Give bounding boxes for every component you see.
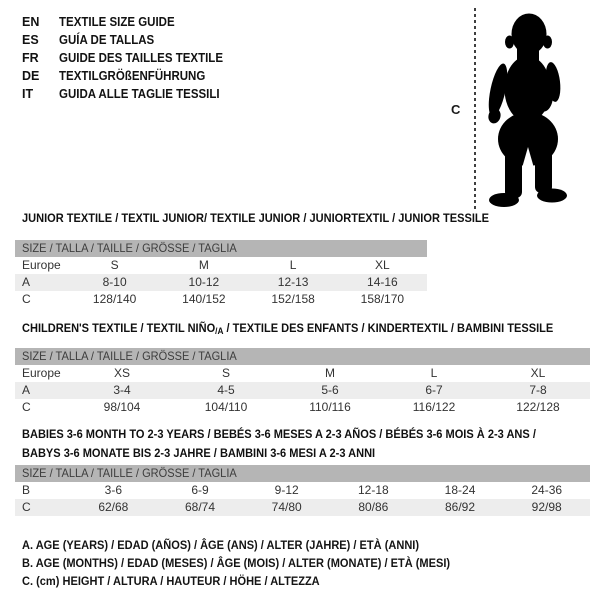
language-legend <box>22 13 237 103</box>
table-cell: 128/140 <box>92 292 137 306</box>
lang-code: ES <box>22 33 39 47</box>
table-cell: 152/158 <box>271 292 315 306</box>
lang-row-de <box>22 67 237 85</box>
table-cell: L <box>430 366 438 380</box>
size-header-bar <box>15 465 590 482</box>
lang-code: FR <box>22 51 39 65</box>
table-cell: 5-6 <box>321 383 339 397</box>
lang-title: GUÍA DE TALLAS <box>59 33 155 47</box>
table-cell: 116/122 <box>412 400 456 414</box>
footnote-b: B. AGE (MONTHS) / EDAD (MESES) / ÂGE (MOIS) / ALTER (MONATE) / ETÀ (MESI) <box>22 556 451 570</box>
junior-size-table <box>15 240 427 308</box>
junior-section-title-text: JUNIOR TEXTILE / TEXTIL JUNIOR/ TEXTILE JUNIOR / JUNIORTEXTIL / JUNIOR TESSILE <box>22 211 490 225</box>
row-label: A <box>22 275 31 289</box>
table-cell: 9-12 <box>274 483 299 497</box>
footnote-c: C. (cm) HEIGHT / ALTURA / HAUTEUR / HÖHE / ALTEZZA <box>22 574 320 588</box>
lang-title: TEXTILGRÖßENFÜHRUNG <box>59 69 206 83</box>
table-cell: L <box>289 258 297 272</box>
table-cell: 92/98 <box>531 500 562 514</box>
table-cell: XL <box>530 366 546 380</box>
lang-row-fr <box>22 49 237 67</box>
table-cell: 3-4 <box>113 383 131 397</box>
footnote-a: A. AGE (YEARS) / EDAD (AÑOS) / ÂGE (ANS) / ALTER (JAHRE) / ETÀ (ANNI) <box>22 538 420 552</box>
lang-row-it <box>22 85 237 103</box>
table-row <box>15 382 590 399</box>
table-row <box>15 257 427 274</box>
table-cell: 6-7 <box>425 383 443 397</box>
table-cell: 3-6 <box>104 483 122 497</box>
table-cell: 12-18 <box>358 483 389 497</box>
babies-title-line1: BABIES 3-6 MONTH TO 2-3 YEARS / BEBÉS 3-6 MESES A 2-3 AÑOS / BÉBÉS 3-6 MOIS À 2-3 ANS / <box>22 427 536 441</box>
table-cell: 4-5 <box>217 383 235 397</box>
table-cell: 104/110 <box>204 400 248 414</box>
footnotes <box>22 536 487 590</box>
table-cell: 62/68 <box>98 500 129 514</box>
table-cell: 18-24 <box>444 483 476 497</box>
table-cell: XL <box>375 258 390 272</box>
children-section-title <box>22 321 599 338</box>
table-cell: 6-9 <box>191 483 209 497</box>
size-header-label: SIZE / TALLA / TAILLE / GRÖSSE / TAGLIA <box>22 466 237 480</box>
size-header-label: SIZE / TALLA / TAILLE / GRÖSSE / TAGLIA <box>22 241 237 255</box>
babies-title-line2: BABYS 3-6 MONATE BIS 2-3 JAHRE / BAMBINI 3-6 MESI A 2-3 ANNI <box>22 446 376 460</box>
height-measure-dashed-line <box>474 8 476 209</box>
lang-row-es <box>22 31 237 49</box>
table-cell: 24-36 <box>531 483 563 497</box>
children-title-sub: /A <box>215 326 224 336</box>
table-cell: 12-13 <box>277 275 309 289</box>
table-cell: 74/80 <box>271 500 302 514</box>
babies-size-table <box>15 465 590 516</box>
lang-row-en <box>22 13 237 31</box>
table-row <box>15 499 590 516</box>
row-label: C <box>22 292 31 306</box>
lang-code: EN <box>22 15 40 29</box>
table-cell: 10-12 <box>188 275 220 289</box>
row-label: C <box>22 500 31 514</box>
lang-code: DE <box>22 69 40 83</box>
babies-section-title <box>22 425 581 463</box>
table-cell: 8-10 <box>102 275 127 289</box>
table-cell: S <box>221 366 230 380</box>
table-cell: 7-8 <box>529 383 547 397</box>
lang-title: TEXTILE SIZE GUIDE <box>59 15 175 29</box>
table-cell: 80/86 <box>358 500 389 514</box>
lang-code: IT <box>22 87 34 101</box>
children-size-table <box>15 348 590 416</box>
size-header-bar <box>15 240 427 257</box>
table-cell: 86/92 <box>445 500 476 514</box>
height-measure-label: C <box>451 102 461 117</box>
table-cell: 140/152 <box>182 292 226 306</box>
table-cell: 158/170 <box>360 292 405 306</box>
children-title-part1: CHILDREN'S TEXTILE / TEXTIL NIÑO <box>22 321 216 335</box>
table-cell: S <box>110 258 119 272</box>
junior-section-title <box>22 211 530 225</box>
lang-title: GUIDE DES TAILLES TEXTILE <box>59 51 224 65</box>
table-row <box>15 291 427 308</box>
row-label: Europe <box>22 366 61 380</box>
table-row <box>15 274 427 291</box>
baby-silhouette-icon <box>483 3 595 211</box>
table-cell: 110/116 <box>309 400 351 414</box>
table-cell: M <box>198 258 209 272</box>
children-section-title-text <box>22 321 553 338</box>
lang-title: GUIDA ALLE TAGLIE TESSILI <box>59 87 220 101</box>
table-cell: 122/128 <box>516 400 560 414</box>
table-cell: 14-16 <box>367 275 398 289</box>
table-row <box>15 365 590 382</box>
size-header-bar <box>15 348 590 365</box>
children-title-part2: / TEXTILE DES ENFANTS / KINDERTEXTIL / BAMBINI TESSILE <box>223 321 554 335</box>
row-label: B <box>22 483 31 497</box>
table-cell: XS <box>113 366 130 380</box>
row-label: C <box>22 400 31 414</box>
table-cell: 98/104 <box>103 400 141 414</box>
table-cell: 68/74 <box>184 500 216 514</box>
row-label: A <box>22 383 31 397</box>
size-header-label: SIZE / TALLA / TAILLE / GRÖSSE / TAGLIA <box>22 349 237 363</box>
table-cell: M <box>325 366 335 380</box>
table-row <box>15 482 590 499</box>
table-row <box>15 399 590 416</box>
row-label: Europe <box>22 258 61 272</box>
